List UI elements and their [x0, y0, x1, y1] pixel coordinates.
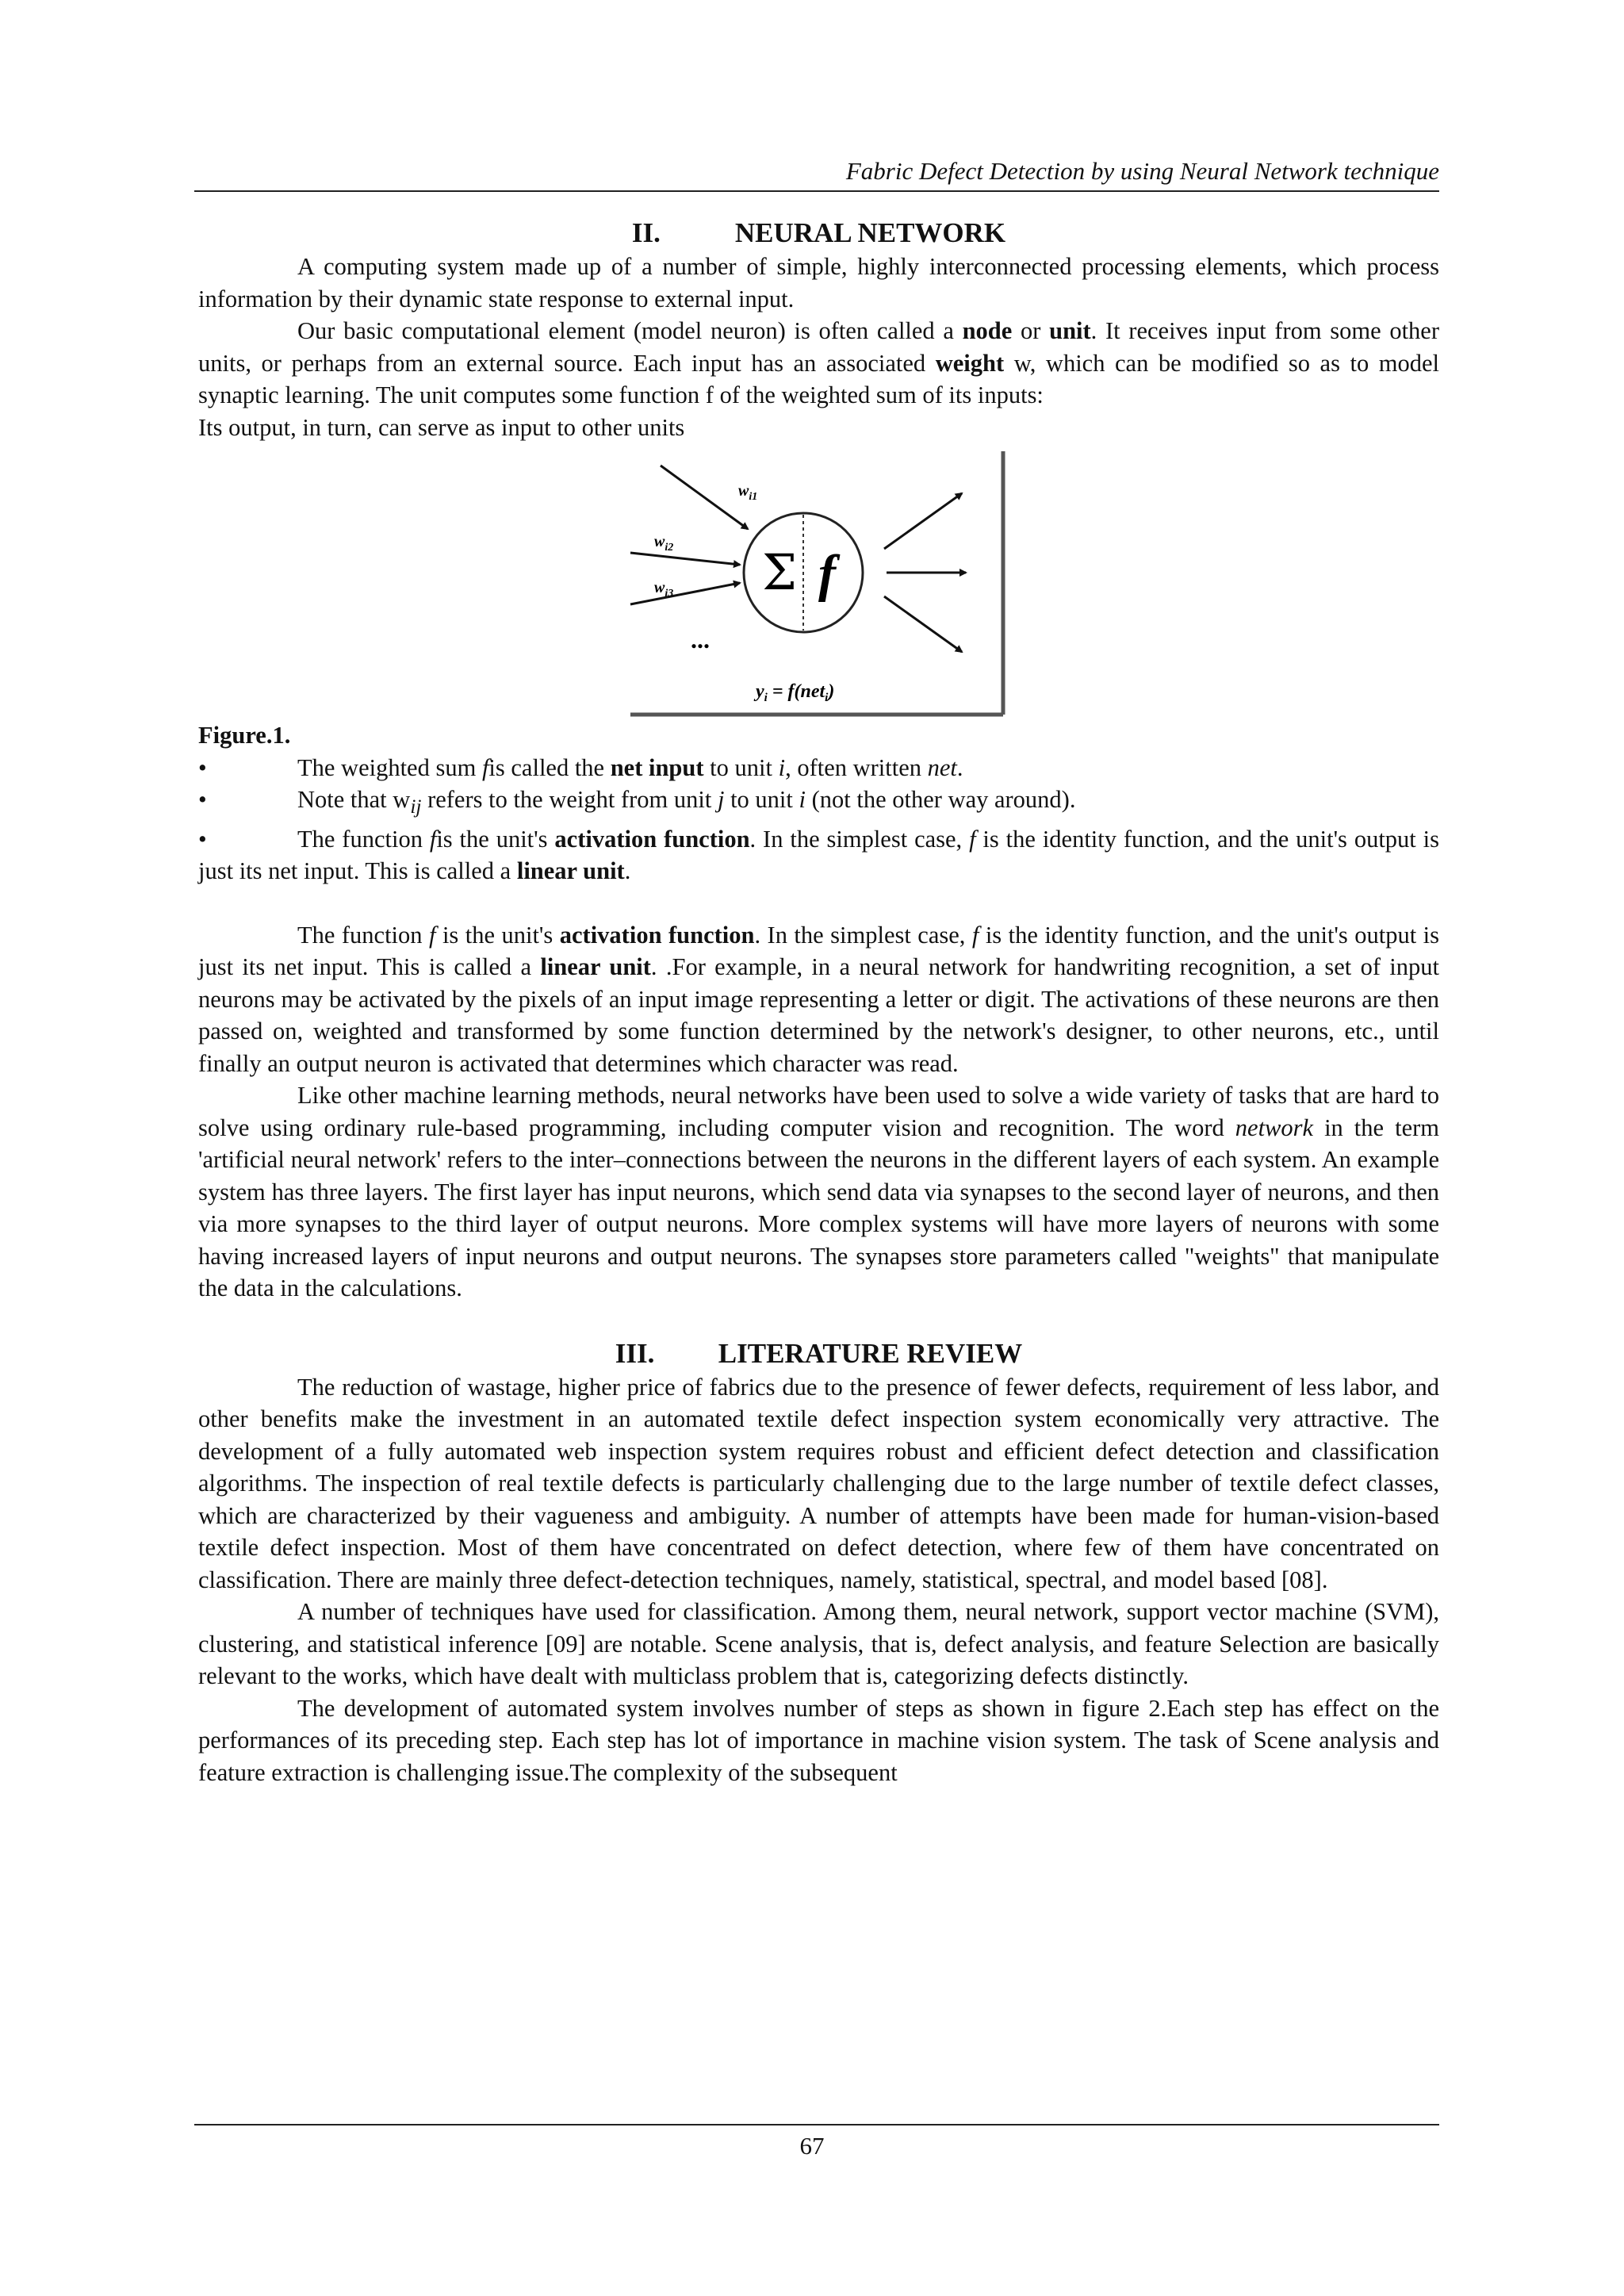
paragraph: The function f is the unit's activation function. In the simplest case, f is the identity function, and the unit's output is just its net input. This is called a linear unit. .For example, in a neural network for handwriting recognition, a set of input neurons may be activated by the pixels of an input image representing a letter or digit. The activations of these neurons are then passed on, weighted and transformed by some function determined by the network's designer, to other neurons, etc., until finally an output neuron is activated that determines which character was read.	[198, 921, 1440, 1077]
section-title: NEURAL NETWORK	[734, 217, 1006, 248]
page-number: 67	[799, 2132, 825, 2160]
list-item: • Note that $w_{ij}$ refers to the weight from unit j to unit i (not the other way around).	[198, 784, 1439, 823]
input-arrow-3	[630, 583, 740, 604]
neuron-diagram	[629, 450, 1009, 719]
spacer	[198, 887, 1439, 919]
output-arrow-3	[884, 596, 962, 652]
weight-label-1: $w_{i1}$	[737, 482, 757, 503]
bullet-list	[198, 752, 1439, 887]
section-heading-literature-review	[198, 1336, 1439, 1371]
weight-label-3: $w_{i3}$	[653, 579, 673, 600]
paragraph: Like other machine learning methods, neural networks have been used to solve a wide variety of tasks that are hard to solve using ordinary rule-based programming, including computer vision and recognition. The word network in the term 'artificial neural network' refers to the inter–connections between the neurons in the different layers of each system. An example system has three layers. The first layer has input neurons, which send data via synapses to the second layer of neurons, and then via more synapses to the third layer of output neurons. More complex systems will have more layers of neurons with some having increased layers of input neurons and output neurons. The synapses store parameters called "weights" that manipulate the data in the calculations.	[198, 1082, 1439, 1302]
figure-caption: Figure.1.	[198, 722, 291, 749]
list-item: • The function fis the unit's activation function. In the simplest case, f is the identity function, and the unit's output is just its net input. This is called a linear unit.	[198, 823, 1439, 887]
output-formula: $y_i = f(net_i)$	[755, 681, 834, 704]
list-item: • The weighted sum fis called the net input to unit i, often written net.	[198, 752, 1439, 784]
activation-f-symbol: f	[818, 545, 836, 603]
running-title: Fabric Defect Detection by using Neural Network technique	[845, 157, 1439, 185]
term-node: node	[962, 317, 1013, 344]
term-weight: weight	[935, 349, 1005, 377]
output-arrow-1	[884, 493, 962, 549]
input-arrow-2	[630, 553, 740, 565]
section-number: II.	[631, 217, 661, 248]
header-rule	[194, 190, 1439, 192]
section-heading-neural-network	[198, 216, 1439, 251]
paragraph: The development of automated system involves number of steps as shown in figure 2.Each step has effect on the performances of its preceding step. Each step has lot of importance in machine vision system. The task of Scene analysis and feature extraction is challenging issue.The complexity of the subsequent	[198, 1694, 1439, 1786]
sigma-symbol: Σ	[761, 543, 797, 601]
paragraph: The reduction of wastage, higher price of fabrics due to the presence of fewer defects, requirement of less labor, and other benefits make the investment in an automated textile defect inspection system economically very attractive. The development of a fully automated web inspection system requires robust and efficient defect detection and classification algorithms. The inspection of real textile defects is particularly challenging due to the large number of textile defect classes, which are characterized by their vagueness and ambiguity. A number of attempts have been made for human-vision-based textile defect inspection. Most of them have concentrated on defect detection, where few of them have concentrated on classification. There are mainly three defect-detection techniques, namely, statistical, spectral, and model based [08].	[198, 1373, 1439, 1593]
paragraph: Our basic computational element (model neuron) is often called a node or unit. It receives input from some other units, or perhaps from an external source. Each input has an associated weight w, which can be modified so as to model synaptic learning. The unit computes some function f of the weighted sum of its inputs:	[198, 317, 1440, 408]
bullet-icon: •	[198, 786, 207, 813]
term-unit: unit	[1049, 317, 1091, 344]
paragraph: A computing system made up of a number of simple, highly interconnected processing elements, which process information by their dynamic state response to external input.	[198, 253, 1439, 312]
input-arrow-1	[661, 466, 748, 529]
body-column	[198, 216, 1439, 1788]
bullet-icon: •	[198, 825, 207, 853]
section-number: III.	[615, 1337, 655, 1369]
figure-neuron-model	[629, 450, 1009, 719]
paragraph: A number of techniques have used for classification. Among them, neural network, support vector machine (SVM), clustering, and statistical inference [09] are notable. Scene analysis, that is, defect analysis, and feature Selection are basically relevant to the works, which have dealt with multiclass problem that is, categorizing defects distinctly.	[198, 1598, 1439, 1690]
weight-label-2: $w_{i2}$	[653, 533, 673, 554]
bullet-icon: •	[198, 753, 207, 781]
footer-rule	[194, 2124, 1439, 2125]
section-title: LITERATURE REVIEW	[718, 1337, 1023, 1369]
more-inputs-ellipsis: ...	[690, 625, 710, 654]
paragraph: Its output, in turn, can serve as input to other units	[198, 413, 685, 441]
